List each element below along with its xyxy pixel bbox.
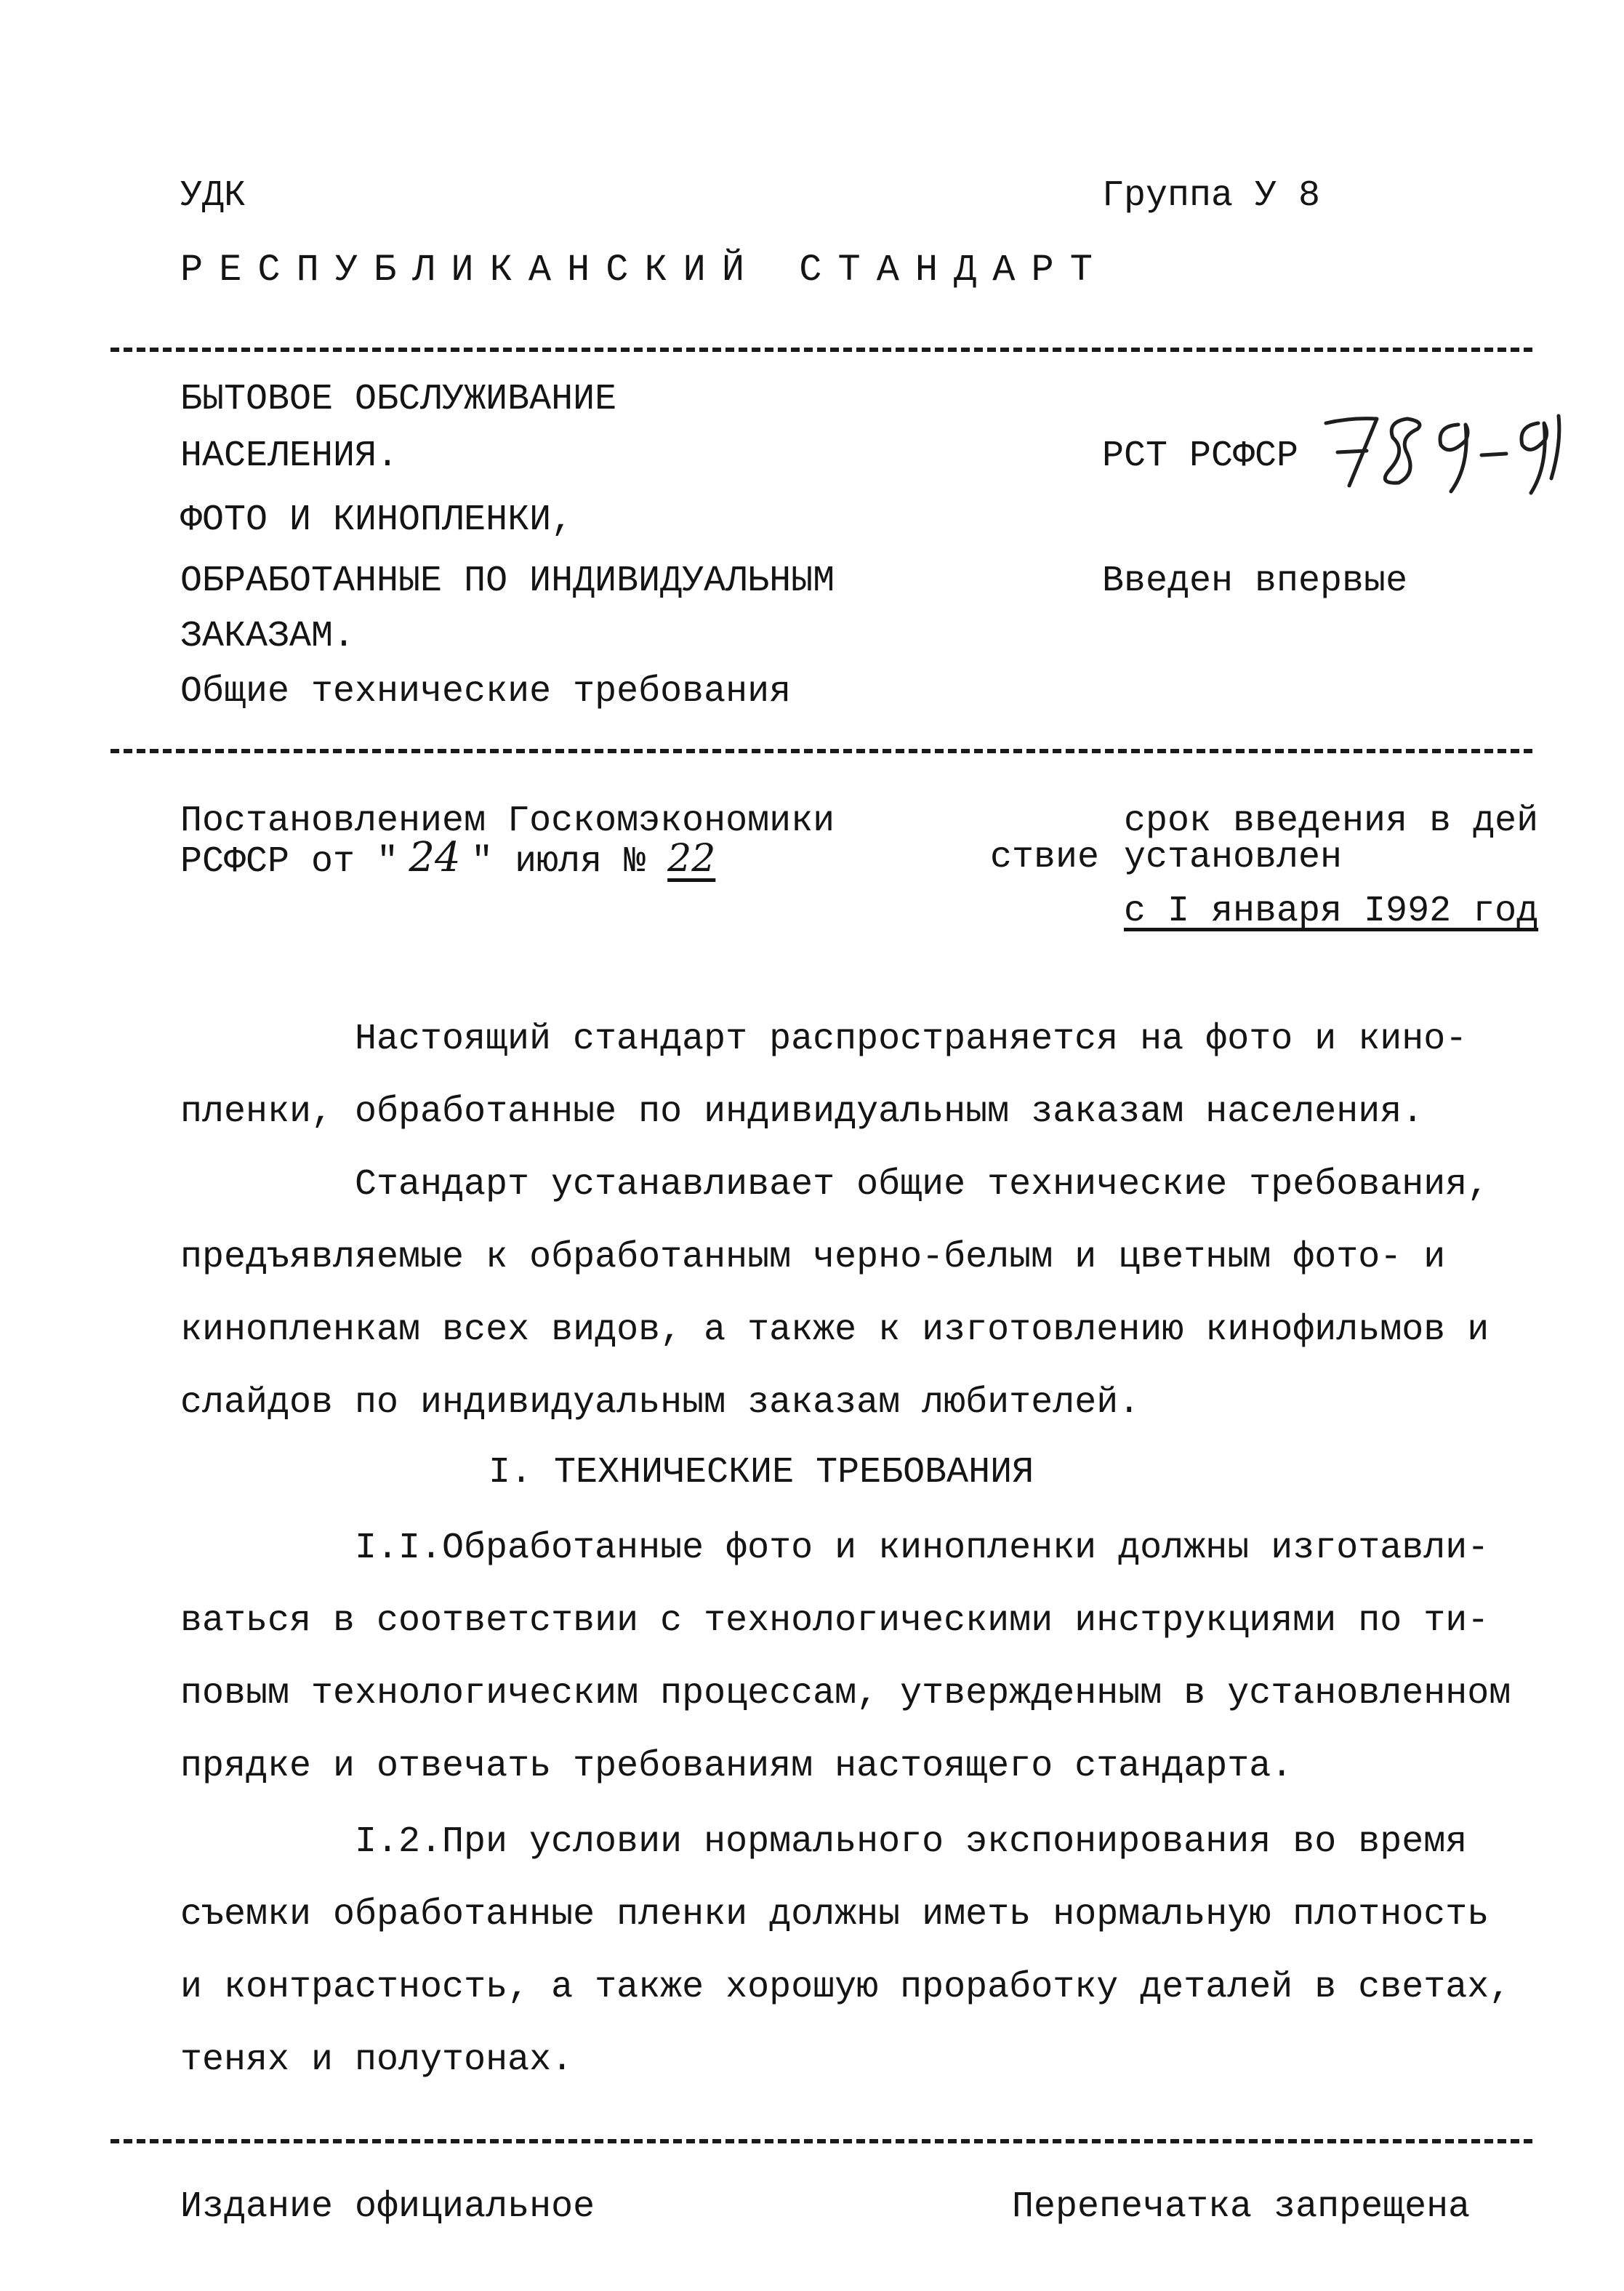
designation-line-4: ОБРАБОТАННЫЕ ПО ИНДИВИДУАЛЬНЫМ bbox=[180, 561, 835, 602]
bottom-divider bbox=[110, 2139, 1532, 2143]
group-label: Группа У 8 bbox=[1102, 175, 1321, 217]
effective-date-line-3: с I января I992 год bbox=[1124, 891, 1539, 932]
effective-date-line-1: срок введения в дей bbox=[1124, 801, 1539, 842]
paragraph-line: I.2.При условии нормального экспонирования во время bbox=[355, 1821, 1468, 1863]
decree-date-mid: " июля № bbox=[471, 841, 646, 883]
effective-date-line-2: установлен bbox=[1124, 837, 1343, 878]
standard-prefix: РСТ РСФСР bbox=[1102, 436, 1299, 477]
middle-divider bbox=[110, 749, 1532, 753]
top-divider bbox=[110, 348, 1532, 352]
footer-reprint-prohibited: Перепечатка запрещена bbox=[1012, 2186, 1471, 2228]
paragraph-scope bbox=[180, 1003, 1547, 1149]
decree-line-2 bbox=[180, 836, 791, 884]
paragraph-line: повым технологическим процессам, утвержденным в установленном bbox=[180, 1673, 1511, 1714]
udk-label: УДК bbox=[180, 175, 246, 217]
paragraph-line: тенях и полутонах. bbox=[180, 2039, 574, 2081]
paragraph-line: съемки обработанные пленки должны иметь нормальную плотность bbox=[180, 1894, 1490, 1935]
paragraph-line: прядке и отвечать требованиям настоящего стандарта. bbox=[180, 1746, 1293, 1787]
status-text: Введен впервые bbox=[1102, 561, 1408, 602]
decree-number: 22 bbox=[667, 837, 716, 880]
paragraph-line: кинопленкам всех видов, а также к изготовлению кинофильмов и bbox=[180, 1309, 1490, 1351]
paragraph-1-1 bbox=[180, 1512, 1547, 1803]
section-heading: I. ТЕХНИЧЕСКИЕ ТРЕБОВАНИЯ bbox=[489, 1452, 1034, 1493]
paragraph-line: I.I.Обработанные фото и кинопленки должны изготавли- bbox=[355, 1528, 1490, 1569]
paragraph-line: пленки, обработанные по индивидуальным заказам населения. bbox=[180, 1091, 1424, 1133]
footer-official-edition: Издание официальное bbox=[180, 2186, 595, 2228]
decree-date-prefix: РСФСР от " bbox=[180, 841, 399, 883]
paragraph-line: ваться в соответствии с технологическими инструкциями по ти- bbox=[180, 1600, 1490, 1642]
designation-line-2: НАСЕЛЕНИЯ. bbox=[180, 436, 399, 477]
designation-line-1: БЫТОВОЕ ОБСЛУЖИВАНИЕ bbox=[180, 379, 617, 420]
designation-line-5: ЗАКАЗАМ. bbox=[180, 616, 355, 657]
paragraph-requirements bbox=[180, 1149, 1547, 1440]
paragraph-line: слайдов по индивидуальным заказам любителей. bbox=[180, 1382, 1141, 1424]
decree-day: 24 bbox=[409, 834, 461, 881]
paragraph-1-2 bbox=[180, 1806, 1547, 2097]
handwritten-standard-number bbox=[1316, 393, 1577, 502]
paragraph-line: предъявляемые к обработанным черно-белым и цветным фото- и bbox=[180, 1237, 1446, 1278]
paragraph-line: Настоящий стандарт распространяется на фото и кино- bbox=[355, 1019, 1468, 1060]
designation-line-3: ФОТО И КИНОПЛЕНКИ, bbox=[180, 499, 574, 541]
effective-date-line-2-prefix: ствие bbox=[990, 837, 1100, 878]
document-title: РЕСПУБЛИКАНСКИЙ СТАНДАРТ bbox=[180, 249, 1109, 292]
decree-line-1: Постановлением Госкомэкономики bbox=[180, 801, 835, 842]
designation-line-6: Общие технические требования bbox=[180, 671, 792, 713]
paragraph-line: и контрастность, а также хорошую проработку деталей в светах, bbox=[180, 1967, 1511, 2008]
paragraph-line: Стандарт устанавливает общие технические требования, bbox=[355, 1164, 1490, 1205]
